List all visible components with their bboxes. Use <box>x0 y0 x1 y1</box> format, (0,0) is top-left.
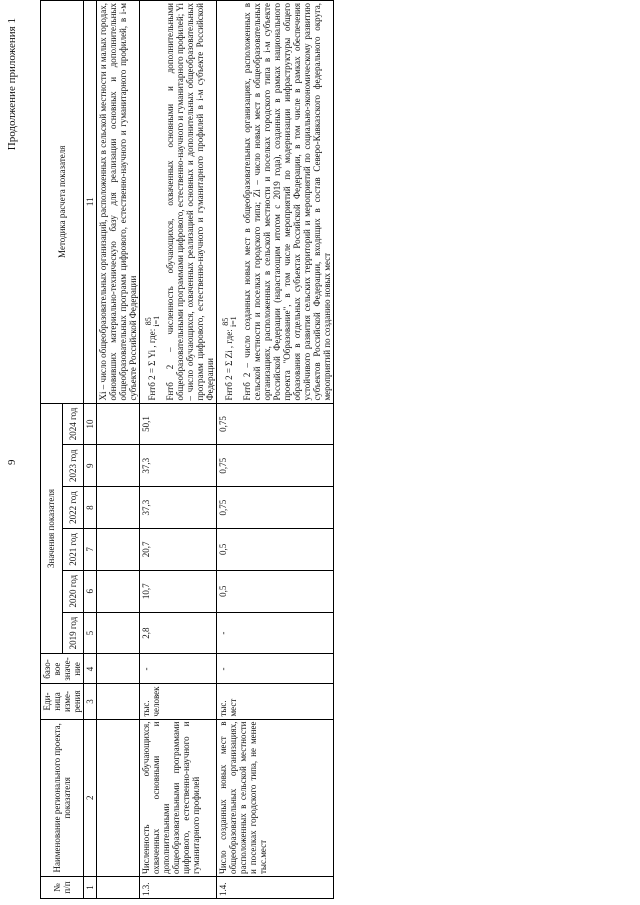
value-2021: 20,7 <box>140 529 217 571</box>
header-year: 2021 год <box>62 529 84 571</box>
col-number: 5 <box>84 612 97 654</box>
col-number: 3 <box>84 684 97 719</box>
table-row <box>140 1 217 899</box>
sum-limits <box>145 316 161 327</box>
col-number: 4 <box>84 654 97 684</box>
value-2023: 37,3 <box>140 445 217 487</box>
method-cell <box>217 1 334 404</box>
value-2024: 50,1 <box>140 403 217 445</box>
table-row <box>217 1 334 899</box>
indicator-name: Численность обучающихся, охваченных основными и дополнительными общеобразовательными программами цифрового, естественно-научного и гуманитарного профилей <box>140 719 217 876</box>
formula-text: Fнтб 2 = Σ Zi , где: <box>224 329 235 401</box>
indicator-name: Число созданных новых мест в общеобразовательных организациях, расположенных в сельской местности и поселках городского типа, не менее тыс.мест <box>217 719 334 876</box>
method-text: Xi – число общеобразовательных организаций, расположенных в сельской местности и малых городах, обновивших материально-техническую базу для реализации основных и дополнительных общеобразовательных программ цифрового, естественно-научного и гуманитарного профилей, в i-м субъекте Российской Федерации <box>97 1 140 404</box>
row-number: 1.4. <box>217 877 334 899</box>
formula <box>145 3 161 401</box>
value-2019: - <box>217 612 334 654</box>
col-number: 7 <box>84 529 97 571</box>
continuation-row <box>97 1 140 899</box>
formula <box>222 3 238 401</box>
unit: тыс. мест <box>217 684 334 719</box>
value-2022: 0,75 <box>217 487 334 529</box>
formula-text: Fнтб 2 = Σ Yi , где: <box>147 328 158 401</box>
value-2021: 0,5 <box>217 529 334 571</box>
col-number: 2 <box>84 719 97 876</box>
col-number: 6 <box>84 570 97 612</box>
method-text: Fнтб 2 – численность обучающихся, охваченных основными и дополнительными общеобразовательными программами цифрового, естественно-научного и гуманитарного профилей; Yi – число обучающихся, охваченных реализацией основных и дополнительных общеобразовательных программ цифрового, естественно-научного и гуманитарного профилей в i-м субъекте Российской Федерации <box>165 3 215 401</box>
unit: тыс. человек <box>140 684 217 719</box>
value-2022: 37,3 <box>140 487 217 529</box>
sum-lower: i=1 <box>229 316 238 328</box>
header-no: № п/п <box>41 877 84 899</box>
header-base: базо- вое значе- ние <box>41 654 84 684</box>
header-name: Наименование регионального проекта, показателя <box>41 719 84 876</box>
header-unit: Еди- ница изме- рения <box>41 684 84 719</box>
sum-lower: i=1 <box>152 315 161 327</box>
continuation-title: Продолжение приложения 1 <box>6 18 18 151</box>
col-number: 8 <box>84 487 97 529</box>
col-number: 11 <box>84 1 97 404</box>
base-value: - <box>140 654 217 684</box>
header-year: 2019 год <box>62 612 84 654</box>
header-method: Методика расчета показателя <box>41 1 84 404</box>
header-year: 2024 год <box>62 403 84 445</box>
base-value: - <box>217 654 334 684</box>
column-numbers-row <box>84 1 97 899</box>
header-year: 2020 год <box>62 570 84 612</box>
value-2020: 0,5 <box>217 570 334 612</box>
row-number: 1.3. <box>140 877 217 899</box>
value-2019: 2,8 <box>140 612 217 654</box>
sum-limits <box>222 316 238 327</box>
method-cell <box>140 1 217 404</box>
col-number: 9 <box>84 445 97 487</box>
indicators-table <box>40 0 334 899</box>
sum-upper: 85 <box>221 317 230 326</box>
col-number: 10 <box>84 403 97 445</box>
page-number: 9 <box>6 459 18 465</box>
value-2023: 0,75 <box>217 445 334 487</box>
header-year: 2023 год <box>62 445 84 487</box>
value-2024: 0,75 <box>217 403 334 445</box>
sum-upper: 85 <box>144 317 153 326</box>
value-2020: 10,7 <box>140 570 217 612</box>
header-values-group: Значения показателя <box>41 403 63 654</box>
header-year: 2022 год <box>62 487 84 529</box>
method-text: Fнтб 2 – число созданных новых мест в общеобразовательных организациях, расположенных в сельской местности и поселках городского типа; Zi – число новых мест в общеобразовательных организациях, расположенных в сельской местности и поселках городского типа в i-м субъекте Российской Федерации (нарастающим итогом с 2019 года), созданных в рамках национального проекта "Образование", в том числе мероприятий по модернизации инфраструктуры общего образования в отдельных субъектах Российской Федерации, в том числе в рамках обеспечения устойчивого развития сельских территорий и мероприятий по социально-экономическому развитию субъектов Российской Федерации, входящих в состав Северо-Кавказского федерального округа, мероприятий по созданию новых мест <box>242 3 332 401</box>
col-number: 1 <box>84 877 97 899</box>
